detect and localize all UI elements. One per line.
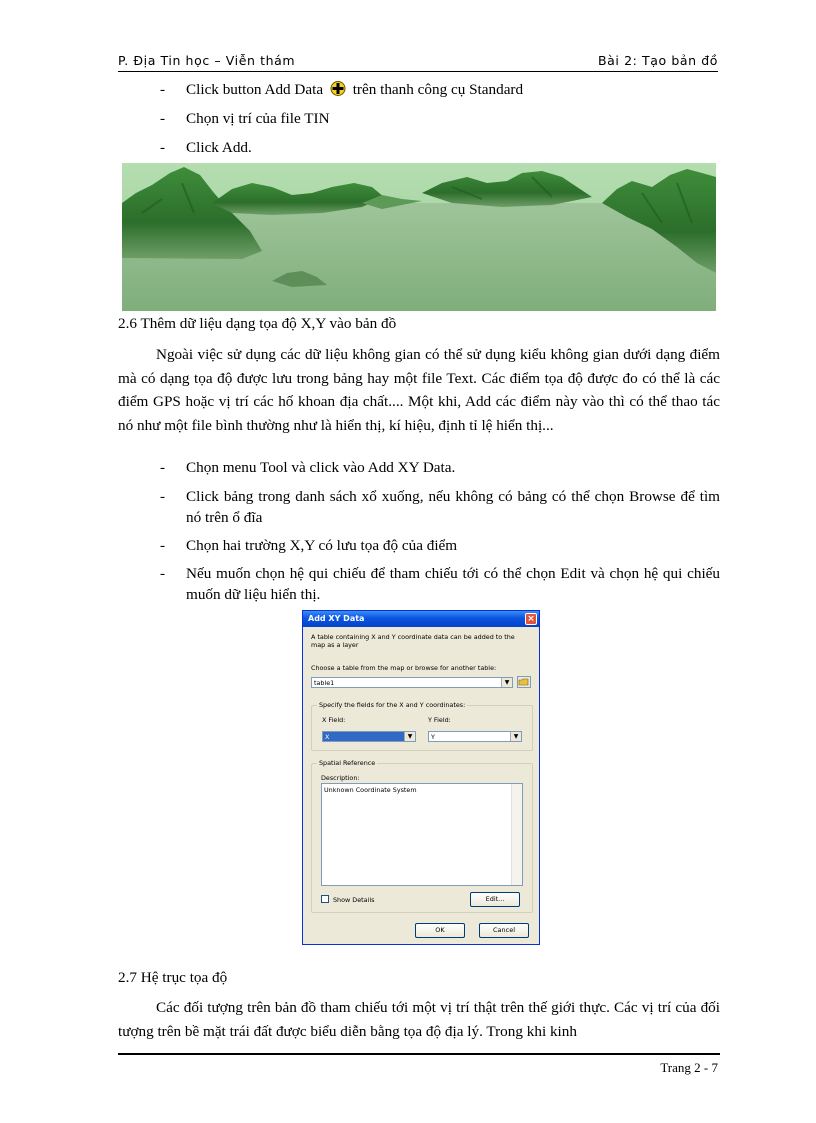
page-header xyxy=(118,50,718,72)
x-field-select[interactable]: X ▼ xyxy=(322,731,416,742)
header-left: P. Địa Tin học – Viễn thám xyxy=(118,53,296,68)
fields-group: Specify the fields for the X and Y coordinates: X Field: Y Field: X ▼ Y ▼ xyxy=(311,705,533,751)
show-details-label: Show Details xyxy=(333,896,375,904)
section-heading-2-6: 2.6 Thêm dữ liệu dạng tọa độ X,Y vào bản đồ xyxy=(118,315,397,332)
footer-rule xyxy=(118,1053,720,1055)
paragraph: Các đối tượng trên bản đồ tham chiếu tới một vị trí thật trên thế giới thực. Các vị trí của đối tượng trên bề mặt trái đất được biểu diễn bằng tọa độ địa lý. Trong khi kinh xyxy=(118,999,720,1040)
scrollbar[interactable] xyxy=(511,784,522,885)
dialog-title: Add XY Data xyxy=(308,614,365,623)
description-textarea[interactable]: Unknown Coordinate System xyxy=(321,783,523,886)
header-right: Bài 2: Tạo bản đồ xyxy=(597,53,718,68)
tin-terrain-image xyxy=(122,163,716,311)
chevron-down-icon: ▼ xyxy=(404,732,415,741)
chevron-down-icon: ▼ xyxy=(510,732,521,741)
y-field-select[interactable]: Y ▼ xyxy=(428,731,522,742)
dialog-title-bar xyxy=(303,611,539,627)
table-select[interactable]: table1 ▼ xyxy=(311,677,513,688)
spatial-reference-group: Spatial Reference Description: Unknown Coordinate System Show Details Edit... xyxy=(311,763,533,913)
y-field-label: Y Field: xyxy=(428,716,451,724)
show-details-checkbox[interactable] xyxy=(321,895,329,903)
chevron-down-icon: ▼ xyxy=(501,678,512,687)
description-label: Description: xyxy=(321,774,360,782)
dialog-intro: A table containing X and Y coordinate data can be added to the map as a layer xyxy=(311,633,515,649)
close-icon[interactable]: × xyxy=(525,613,537,625)
section-heading-2-7: 2.7 Hệ trục tọa độ xyxy=(118,969,228,986)
browse-folder-icon[interactable] xyxy=(517,676,531,688)
page-number: Trang 2 - 7 xyxy=(660,1060,718,1075)
edit-button[interactable]: Edit... xyxy=(470,892,520,907)
paragraph: Ngoài việc sử dụng các dữ liệu không gian có thể sử dụng kiểu không gian dưới dạng điểm mà có dạng tọa độ được lưu trong bảng hay một file Text. Các điểm tọa độ được đo có thể là các điểm GPS hoặc vị trí các hố khoan địa chất.... Một khi, Add các điểm này vào thì có thể thao tác nó như một file bình thường như là hiển thị, kí hiệu, định tỉ lệ hiển thị... xyxy=(118,346,720,434)
add-xy-data-dialog xyxy=(302,610,540,945)
add-data-icon xyxy=(329,80,347,97)
cancel-button[interactable]: Cancel xyxy=(479,923,529,938)
header-rule xyxy=(118,71,718,72)
x-field-label: X Field: xyxy=(322,716,346,724)
ok-button[interactable]: OK xyxy=(415,923,465,938)
choose-table-label: Choose a table from the map or browse for another table: xyxy=(311,664,497,672)
